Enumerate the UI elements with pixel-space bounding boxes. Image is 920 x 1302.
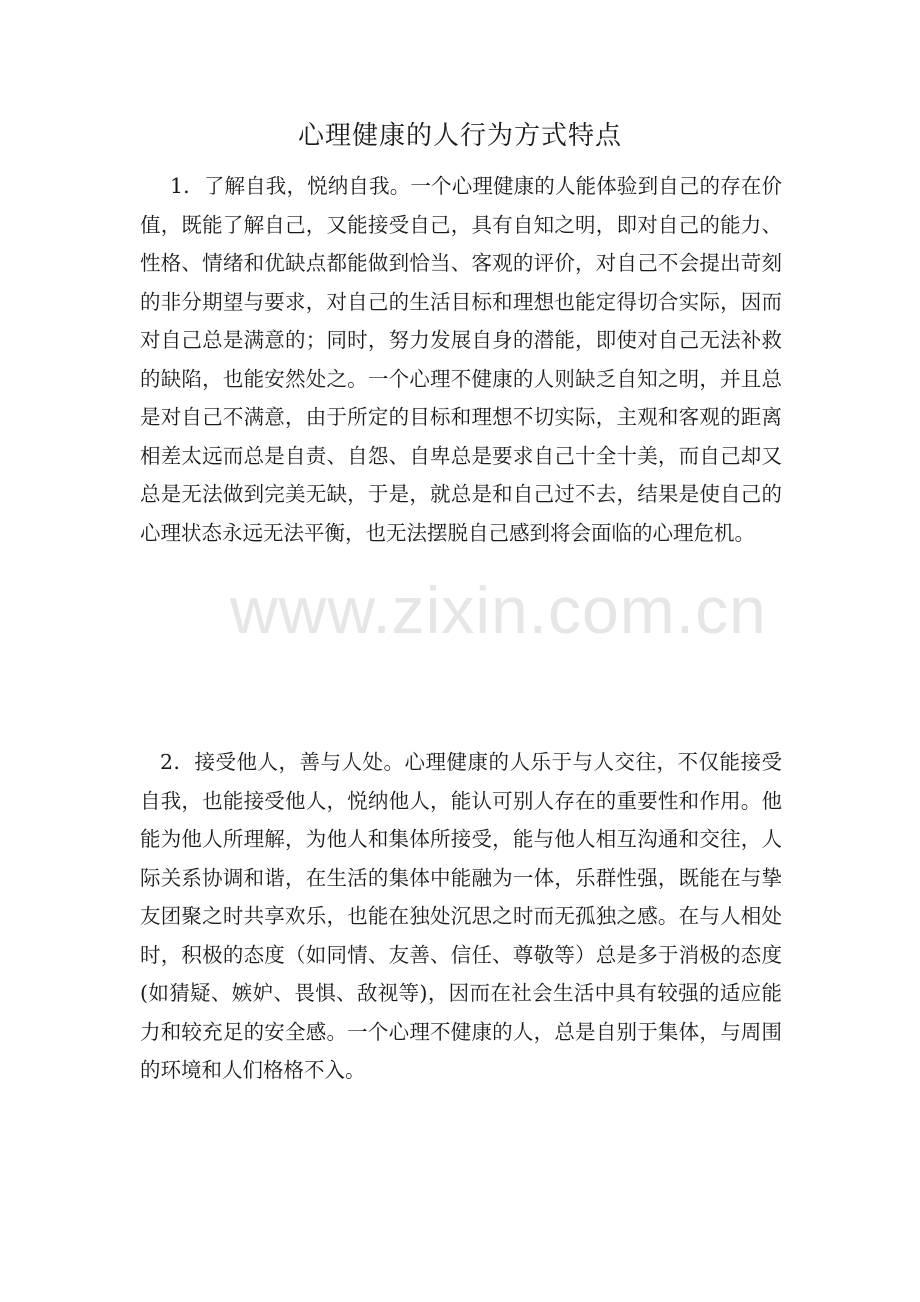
watermark: www.zixin.com.cn (230, 573, 767, 647)
paragraph-1: 1．了解自我，悦纳自我。一个心理健康的人能体验到自己的存在价值，既能了解自己，又能接受自己，具有自知之明，即对自己的能力、性格、情绪和优缺点都能做到恰当、客观的评价，对自己不会提出苛刻的非分期望与要求，对自己的生活目标和理想也能定得切合实际，因而对自己总是满意的；同时，努力发展自身的潜能，即使对自己无法补救的缺陷，也能安然处之。一个心理不健康的人则缺乏自知之明，并且总是对自己不满意，由于所定的目标和理想不切实际，主观和客观的距离相差太远而总是自责、自怨、自卑总是要求自己十全十美，而自己却又总是无法做到完美无缺，于是，就总是和自己过不去，结果是使自己的心理状态永远无法平衡，也无法摆脱自己感到将会面临的心理危机。 (140, 174, 782, 545)
document-title: 心理健康的人行为方式特点 (297, 121, 622, 151)
paragraph-2: 2．接受他人，善与人处。心理健康的人乐于与人交往，不仅能接受自我，也能接受他人，悦纳他人，能认可别人存在的重要性和作用。他能为他人所理解，为他人和集体所接受，能与他人相互沟通和交往，人际关系协调和谐，在生活的集体中能融为一体，乐群性强，既能在与挚友团聚之时共享欢乐，也能在独处沉思之时而无孤独之感。在与人相处时，积极的态度（如同情、友善、信任、尊敬等）总是多于消极的态度(如猜疑、嫉妒、畏惧、敌视等)，因而在社会生活中具有较强的适应能力和较充足的安全感。一个心理不健康的人，总是自别于集体，与周围的环境和人们格格不入。 (140, 750, 782, 1082)
